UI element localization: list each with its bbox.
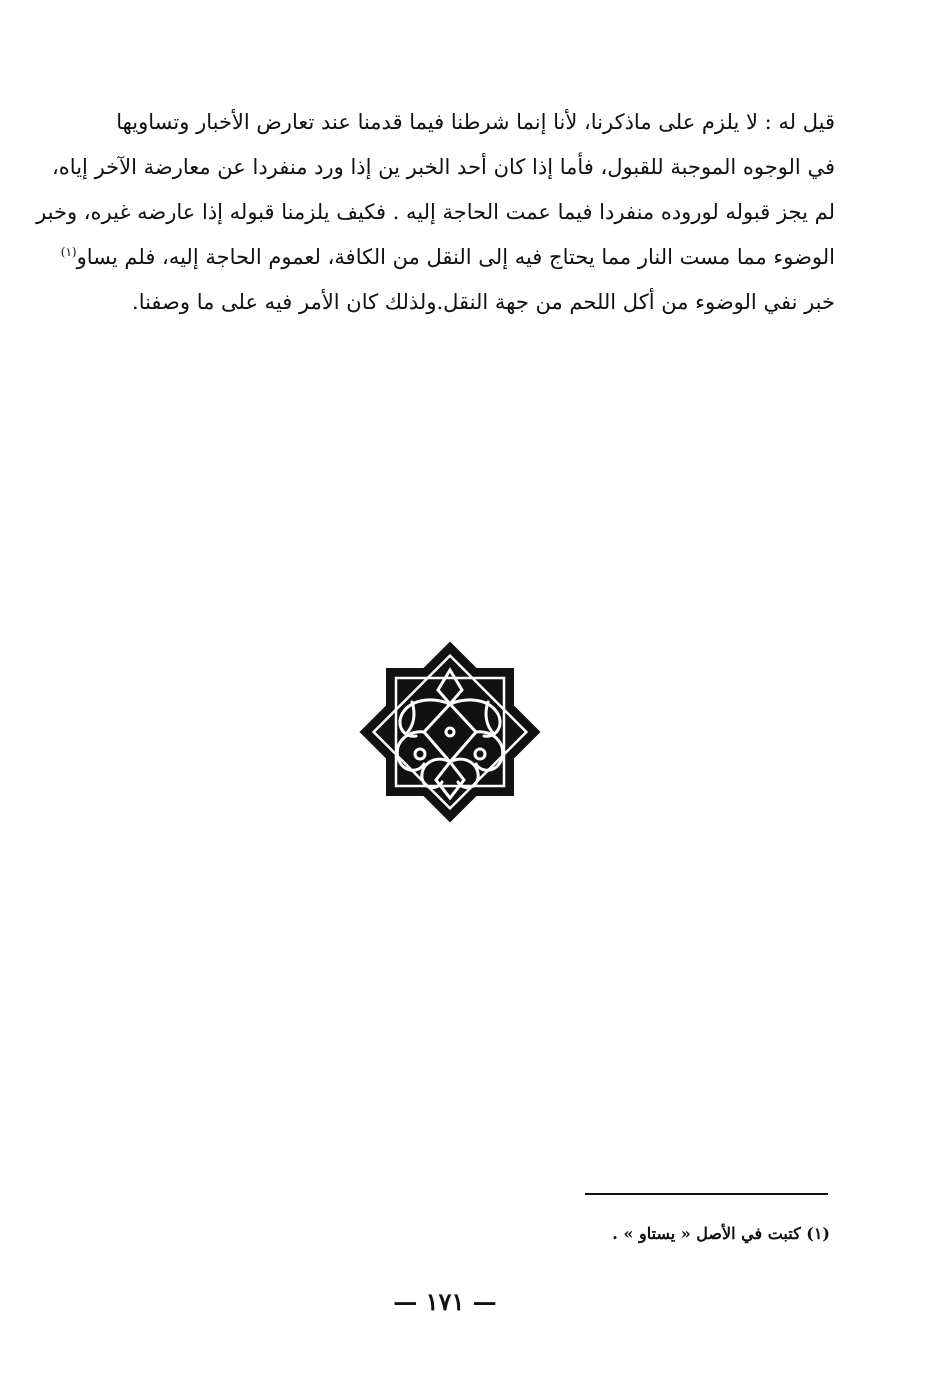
footnote-marker: (١) bbox=[60, 245, 77, 259]
body-line-4 bbox=[60, 235, 835, 280]
body-line-5: خبر نفي الوضوء من أكل اللحم من جهة النقل.ولذلك كان الأمر فيه على ما وصفنا. bbox=[132, 290, 835, 314]
body-line-1: قيل له : لا يلزم على ماذكرنا، لأنا إنما شرطنا فيما قدمنا عند تعارض الأخبار وتساويها bbox=[116, 110, 835, 134]
islamic-star-ornament-icon bbox=[350, 630, 550, 835]
footnote-divider bbox=[585, 1193, 828, 1195]
body-line-4-text: الوضوء مما مست النار مما يحتاج فيه إلى النقل من الكافة، لعموم الحاجة إليه، فلم يساو bbox=[76, 245, 835, 269]
page-number: — ١٧١ — bbox=[393, 1287, 497, 1316]
body-paragraph bbox=[36, 100, 835, 325]
body-line-2: في الوجوه الموجبة للقبول، فأما إذا كان أحد الخبر ين إذا ورد منفردا عن معارضة الآخر إياه، bbox=[52, 155, 835, 179]
body-line-3: لم يجز قبوله لوروده منفردا فيما عمت الحاجة إليه . فكيف يلزمنا قبوله إذا عارضه غيره، وخبر bbox=[36, 200, 835, 224]
footnote: (١) كتبت في الأصل « يستاو » . bbox=[612, 1224, 830, 1243]
